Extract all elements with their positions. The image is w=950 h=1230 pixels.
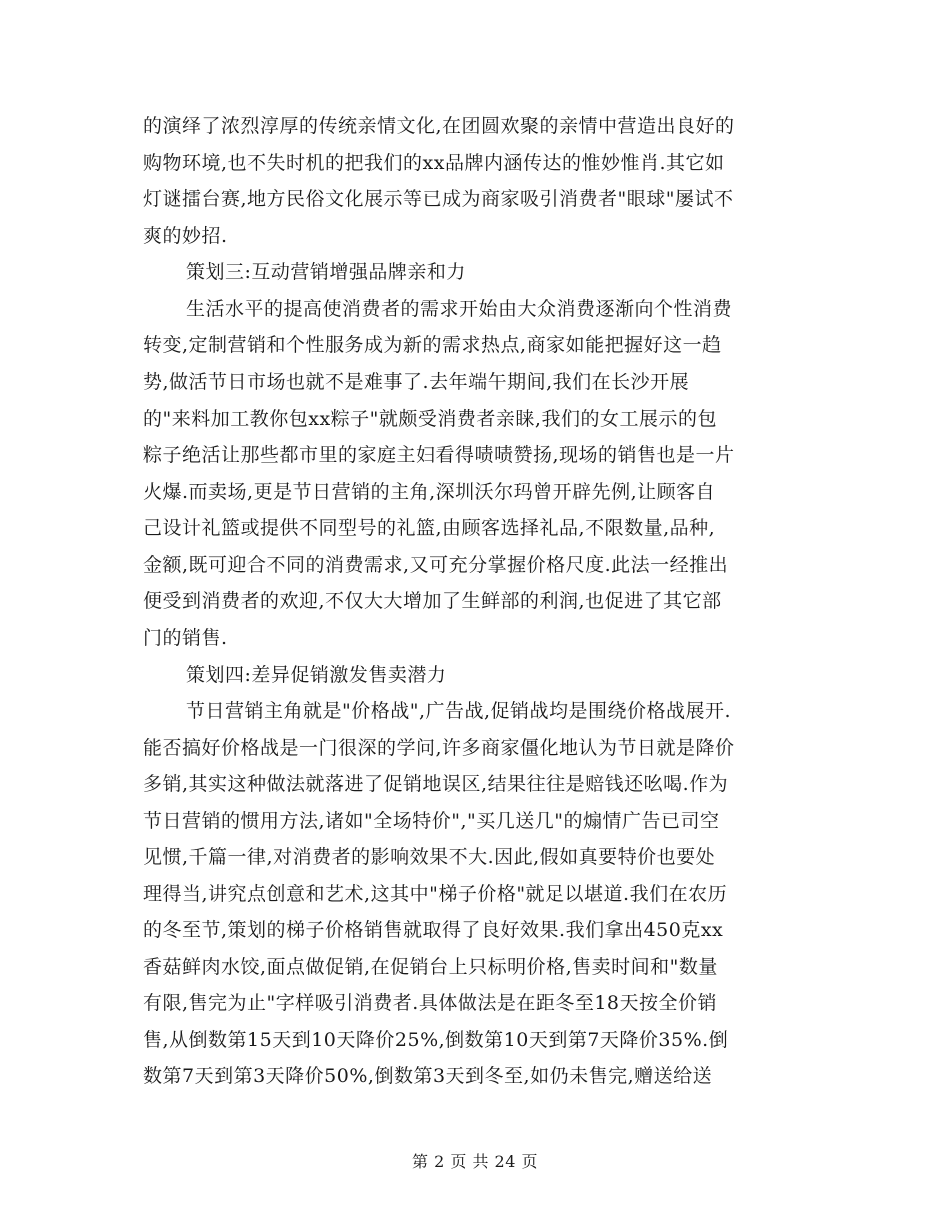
- text-line: 灯谜擂台赛,地方民俗文化展示等已成为商家吸引消费者"眼球"屡试不: [143, 188, 734, 210]
- text-line: 节日营销的惯用方法,诸如"全场特价","买几送几"的煽情广告已司空: [143, 810, 720, 832]
- text-line: 的演绎了浓烈淳厚的传统亲情文化,在团圆欢聚的亲情中营造出良好的: [143, 115, 735, 137]
- section-heading: 策划四:差异促销激发售卖潜力: [186, 664, 447, 686]
- text-line: 势,做活节日市场也就不是难事了.去年端午期间,我们在长沙开展: [143, 371, 690, 393]
- text-line: 有限,售完为止"字样吸引消费者.具体做法是在距冬至18天按全价销: [143, 992, 717, 1014]
- page-number-footer: 第 2 页 共 24 页: [412, 1152, 538, 1171]
- text-line: 爽的妙招.: [143, 225, 228, 247]
- text-line: 节日营销主角就是"价格战",广告战,促销战均是围绕价格战展开.: [186, 700, 732, 722]
- text-line: 的"来料加工教你包xx粽子"就颇受消费者亲睐,我们的女工展示的包: [143, 408, 717, 430]
- text-line: 购物环境,也不失时机的把我们的xx品牌内涵传达的惟妙惟肖.其它如: [143, 152, 725, 174]
- text-line: 香菇鲜肉水饺,面点做促销,在促销台上只标明价格,售卖时间和"数量: [143, 956, 718, 978]
- text-line: 粽子绝活让那些都市里的家庭主妇看得啧啧赞扬,现场的销售也是一片: [143, 444, 735, 466]
- text-line: 售,从倒数第15天到10天降价25%,倒数第10天到第7天降价35%.倒: [143, 1029, 729, 1051]
- text-line: 己设计礼篮或提供不同型号的礼篮,由顾客选择礼品,不限数量,品种,: [143, 517, 716, 539]
- text-line: 见惯,千篇一律,对消费者的影响效果不大.因此,假如真要特价也要处: [143, 846, 716, 868]
- text-line: 数第7天到第3天降价50%,倒数第3天到冬至,如仍未售完,赠送给送: [143, 1065, 713, 1087]
- text-line: 能否搞好价格战是一门很深的学问,许多商家僵化地认为节日就是降价: [143, 737, 735, 759]
- text-line: 生活水平的提高使消费者的需求开始由大众消费逐渐向个性消费: [186, 298, 733, 320]
- text-line: 火爆.而卖场,更是节日营销的主角,深圳沃尔玛曾开辟先例,让顾客自: [143, 481, 716, 503]
- text-line: 转变,定制营销和个性服务成为新的需求热点,商家如能把握好这一趋: [143, 334, 722, 356]
- text-line: 多销,其实这种做法就落进了促销地误区,结果往往是赔钱还吆喝.作为: [143, 773, 729, 795]
- text-line: 门的销售.: [143, 627, 228, 649]
- text-line: 理得当,讲究点创意和艺术,这其中"梯子价格"就足以堪道.我们在农历: [143, 883, 728, 905]
- text-line: 便受到消费者的欢迎,不仅大大增加了生鲜部的利润,也促进了其它部: [143, 590, 722, 612]
- text-line: 的冬至节,策划的梯子价格销售就取得了良好效果.我们拿出450克xx: [143, 919, 724, 941]
- section-heading: 策划三:互动营销增强品牌亲和力: [186, 261, 466, 283]
- text-line: 金额,既可迎合不同的消费需求,又可充分掌握价格尺度.此法一经推出: [143, 554, 729, 576]
